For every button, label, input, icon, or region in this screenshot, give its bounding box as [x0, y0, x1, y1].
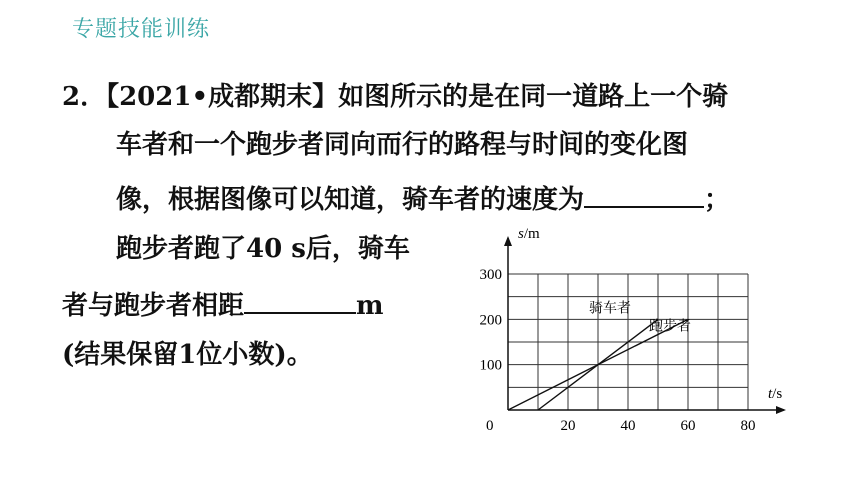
- series-label-cyclist: 骑车者: [589, 301, 631, 317]
- question-unit-5: m: [356, 291, 384, 321]
- answer-blank-speed[interactable]: [584, 180, 704, 208]
- question-number: 2．: [62, 82, 107, 112]
- question-text-1: 【2021•成都期末】如图所示的是在同一道路上一个骑: [106, 82, 729, 112]
- x-axis-label: t/s: [768, 386, 783, 402]
- question-line-6: (结果保留1位小数)。: [62, 340, 313, 370]
- question-line-1: [62, 80, 728, 114]
- question-text-5: 者与跑步者相距: [62, 291, 245, 321]
- x-tick-label: 80: [740, 418, 756, 434]
- answer-blank-distance[interactable]: [244, 286, 356, 314]
- question-line-5: [62, 286, 384, 323]
- section-header: 专题技能训练: [72, 17, 211, 42]
- question-line-4: 跑步者跑了40 s后，骑车: [116, 234, 410, 264]
- distance-time-graph: [468, 224, 783, 440]
- y-tick-label: 200: [479, 312, 502, 329]
- y-tick-label: 100: [479, 357, 502, 374]
- question-line-2: 车者和一个跑步者同向而行的路程与时间的变化图: [116, 130, 689, 160]
- question-text-3: 像，根据图像可以知道，骑车者的速度为: [116, 185, 585, 215]
- question-text-3-end: ；: [704, 185, 731, 215]
- origin-label: 0: [486, 418, 494, 434]
- x-tick-label: 40: [620, 418, 636, 434]
- question-line-3: [116, 180, 730, 217]
- x-axis-arrow: [776, 406, 786, 414]
- x-tick-label: 60: [680, 418, 696, 434]
- y-axis-arrow: [504, 236, 512, 246]
- y-axis-label: s/m: [518, 226, 540, 242]
- graph-series: [508, 300, 691, 410]
- series-label-runner: 跑步者: [649, 319, 691, 335]
- graph-axes: [504, 226, 786, 414]
- x-tick-label: 20: [560, 418, 576, 434]
- y-tick-label: 300: [479, 267, 502, 283]
